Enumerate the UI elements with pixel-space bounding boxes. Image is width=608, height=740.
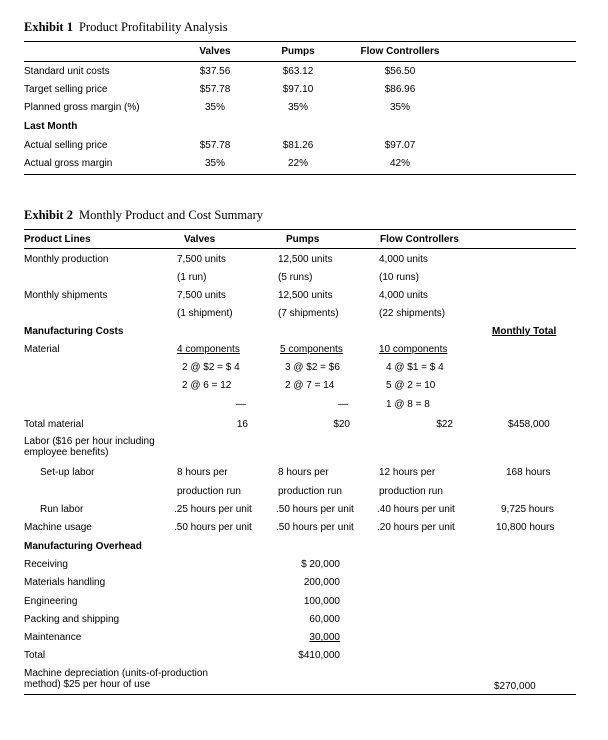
cell-monthly-total: 168 hours	[506, 467, 551, 478]
col-header-flow-controllers: Flow Controllers	[380, 234, 459, 245]
cell: $57.78	[199, 140, 231, 151]
row-label: Planned gross margin (%)	[24, 102, 140, 113]
section-heading-manufacturing-costs: Manufacturing Costs	[24, 326, 124, 337]
cell: 8 hours per	[278, 467, 329, 478]
exhibit2-caption	[24, 208, 263, 223]
cell-monthly-total: 9,725 hours	[501, 504, 554, 515]
cell: 35%	[204, 102, 225, 113]
cell: $86.96	[384, 84, 416, 95]
cell-monthly-total: 10,800 hours	[496, 522, 555, 533]
col-header-pumps: Pumps	[286, 234, 320, 245]
row-label-overhead-total: Total	[24, 650, 46, 661]
cell: 16	[236, 419, 248, 430]
cell: .50 hours per unit	[276, 522, 354, 533]
col-header-valves: Valves	[184, 234, 216, 245]
cell: 35%	[204, 158, 225, 169]
cell: .50 hours per unit	[276, 504, 354, 515]
exhibit1-title: Product Profitability Analysis	[78, 20, 228, 34]
section-heading-last-month: Last Month	[24, 121, 78, 132]
cell: $410,000	[298, 650, 340, 661]
cell: 12,500 units	[278, 290, 333, 301]
exhibit2-bottom-rule	[24, 694, 576, 695]
cell: —	[338, 399, 348, 410]
cell: $63.12	[282, 66, 314, 77]
cell: 2 @ 6 = 12	[182, 380, 232, 391]
cell: 8 hours per	[177, 467, 228, 478]
row-label-machine-usage: Machine usage	[24, 522, 92, 533]
cell-monthly-total: $458,000	[508, 419, 550, 430]
cell: $56.50	[384, 66, 416, 77]
col-header-flow-controllers: Flow Controllers	[360, 46, 440, 57]
cell: $20	[333, 419, 350, 430]
cell: 5 @ 2 = 10	[386, 380, 436, 391]
col-header-valves: Valves	[199, 46, 231, 57]
exhibit2-title: Monthly Product and Cost Summary	[78, 208, 264, 222]
row-label-total-material: Total material	[24, 419, 84, 430]
row-label: Actual gross margin	[24, 158, 113, 169]
cell: 12 hours per	[379, 467, 436, 478]
cell: 5 components	[280, 344, 343, 355]
cell: 7,500 units	[177, 254, 226, 265]
exhibit2-header-rule	[24, 248, 576, 249]
cell: 60,000	[309, 614, 340, 625]
row-label: Standard unit costs	[24, 66, 110, 77]
row-label: Receiving	[24, 559, 68, 570]
exhibit1-bottom-rule	[24, 174, 576, 175]
cell: $ 20,000	[301, 559, 340, 570]
row-label-monthly-shipments: Monthly shipments	[24, 290, 108, 301]
cell: production run	[177, 486, 241, 497]
section-heading-manufacturing-overhead: Manufacturing Overhead	[24, 541, 142, 552]
row-label-labor: Labor ($16 per hour including employee benefits)	[24, 436, 155, 458]
exhibit2-label: Exhibit 2	[24, 208, 73, 222]
cell: $57.78	[199, 84, 231, 95]
cell: 2 @ $2 = $ 4	[182, 362, 240, 373]
cell: 42%	[389, 158, 410, 169]
row-label: Actual selling price	[24, 140, 108, 151]
cell: production run	[278, 486, 342, 497]
exhibit1-caption	[24, 20, 228, 35]
cell: .20 hours per unit	[377, 522, 455, 533]
cell: 7,500 units	[177, 290, 226, 301]
cell: (22 shipments)	[379, 308, 446, 319]
cell: 100,000	[303, 596, 340, 607]
row-label-material: Material	[24, 344, 60, 355]
cell: 4 components	[177, 344, 240, 355]
col-header-monthly-total: Monthly Total	[492, 326, 557, 337]
exhibit1-top-rule	[24, 41, 576, 42]
cell: .50 hours per unit	[174, 522, 252, 533]
cell: $97.10	[282, 84, 314, 95]
exhibit1-header-rule	[24, 61, 576, 62]
row-label-setup-labor: Set-up labor	[40, 467, 95, 478]
cell: .25 hours per unit	[174, 504, 252, 515]
exhibit2-top-rule	[24, 229, 576, 230]
cell: (1 run)	[177, 272, 207, 283]
cell: (10 runs)	[379, 272, 420, 283]
cell: 4,000 units	[379, 254, 428, 265]
cell: production run	[379, 486, 443, 497]
cell: 3 @ $2 = $6	[285, 362, 340, 373]
cell: 30,000	[309, 632, 340, 643]
cell: $97.07	[384, 140, 416, 151]
row-label-run-labor: Run labor	[40, 504, 84, 515]
cell: 10 components	[379, 344, 448, 355]
cell: —	[236, 399, 246, 410]
row-label: Target selling price	[24, 84, 108, 95]
cell: 22%	[287, 158, 308, 169]
row-label-machine-depreciation: Machine depreciation (units-of-production method) $25 per hour of use	[24, 668, 208, 690]
cell: 1 @ 8 = 8	[386, 399, 430, 410]
cell: 2 @ 7 = 14	[285, 380, 335, 391]
cell: .40 hours per unit	[377, 504, 455, 515]
cell: (5 runs)	[278, 272, 313, 283]
cell: 12,500 units	[278, 254, 333, 265]
row-label: Materials handling	[24, 577, 106, 588]
cell: 4 @ $1 = $ 4	[386, 362, 444, 373]
row-label-monthly-production: Monthly production	[24, 254, 109, 265]
exhibit1-label: Exhibit 1	[24, 20, 73, 34]
col-header-pumps: Pumps	[281, 46, 315, 57]
row-label: Engineering	[24, 596, 78, 607]
col-header-product-lines: Product Lines	[24, 234, 91, 245]
row-label: Packing and shipping	[24, 614, 120, 625]
cell: $37.56	[199, 66, 231, 77]
row-label: Maintenance	[24, 632, 82, 643]
cell: (7 shipments)	[278, 308, 339, 319]
cell: 35%	[287, 102, 308, 113]
cell: 35%	[389, 102, 410, 113]
cell: (1 shipment)	[177, 308, 233, 319]
cell-monthly-total: $270,000	[494, 681, 536, 692]
cell: 4,000 units	[379, 290, 428, 301]
cell: $22	[436, 419, 453, 430]
cell: 200,000	[303, 577, 340, 588]
cell: $81.26	[282, 140, 314, 151]
